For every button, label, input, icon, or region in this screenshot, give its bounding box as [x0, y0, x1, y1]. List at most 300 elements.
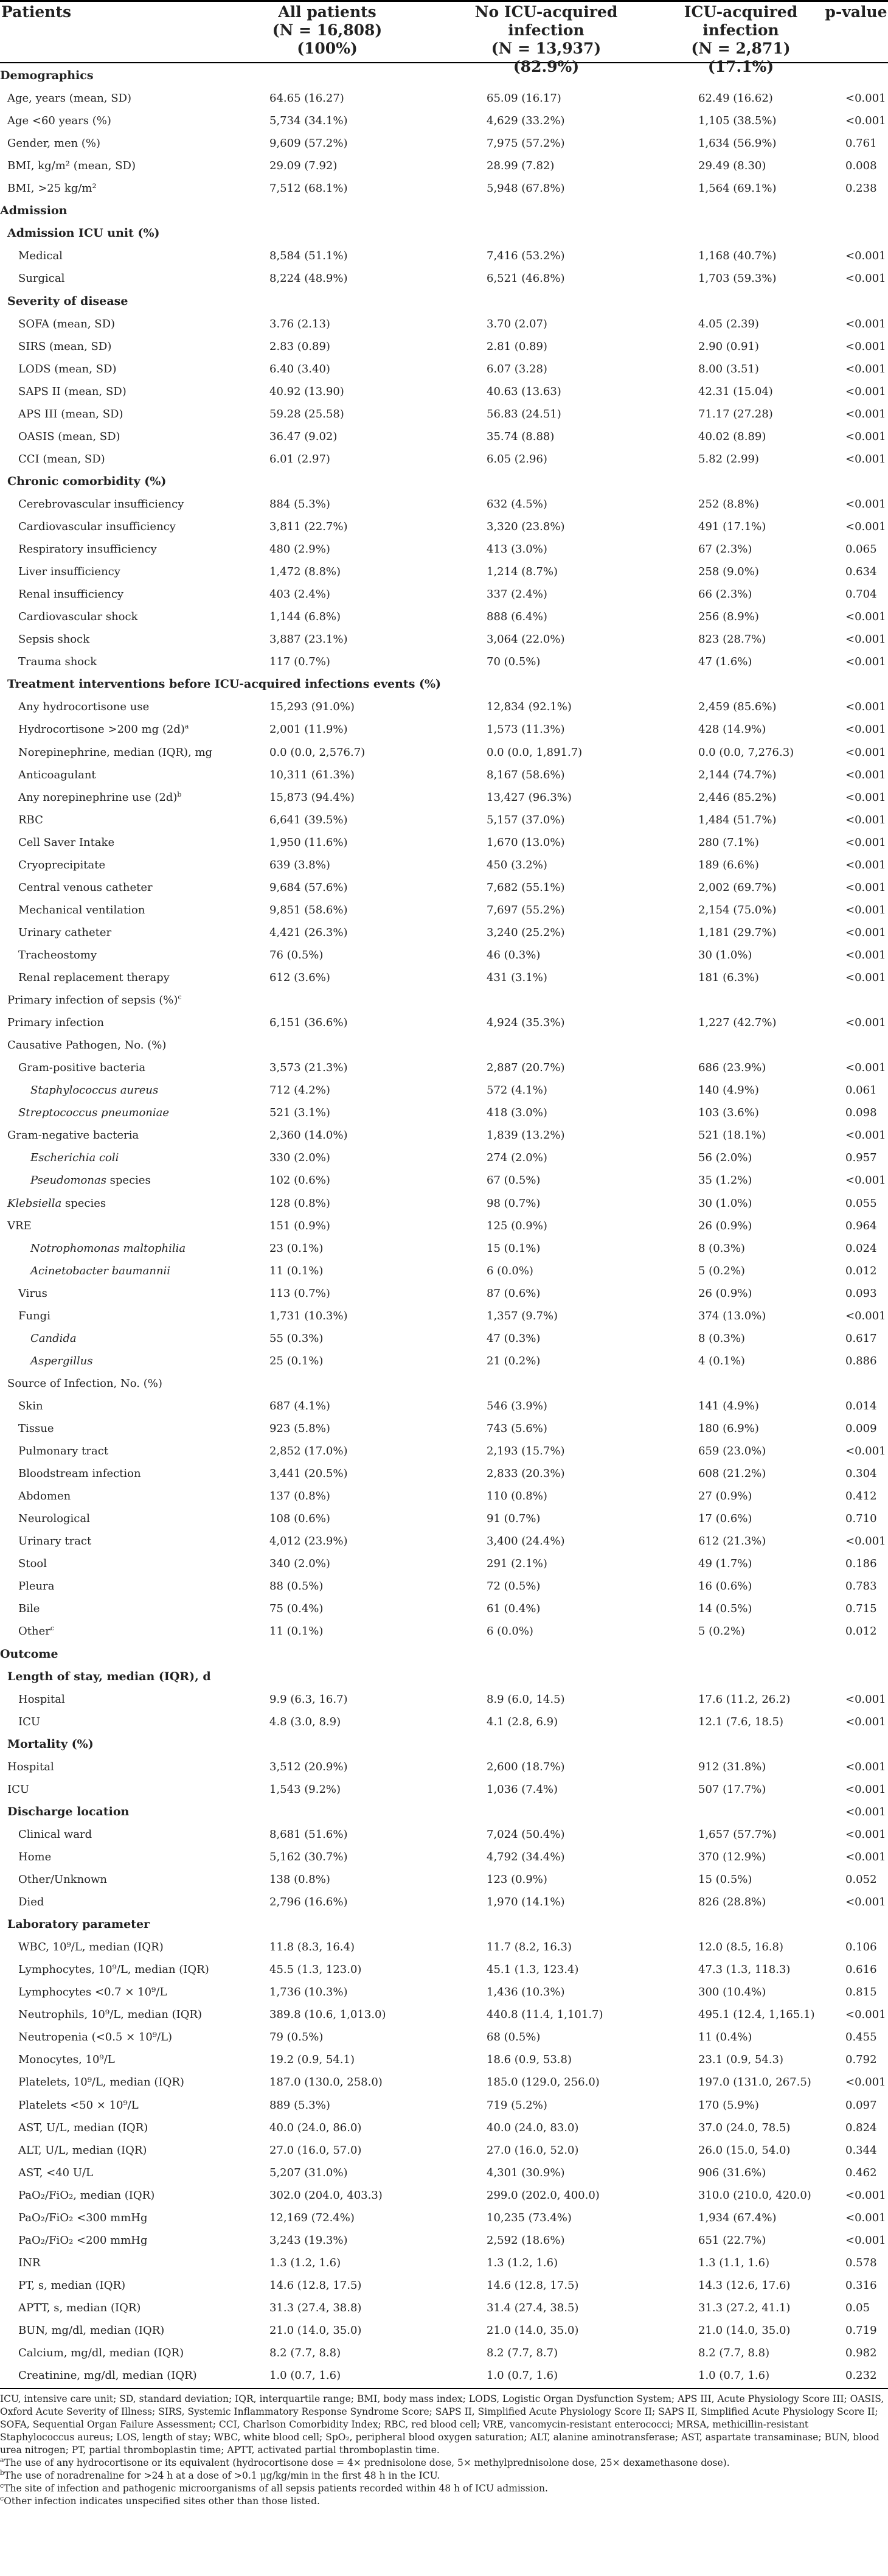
- cell-infection: 42.31 (15.04): [698, 385, 773, 398]
- table-header: [0, 0, 888, 75]
- cell-no-infection: 40.63 (13.63): [487, 385, 561, 398]
- row-label: [18, 1485, 71, 1507]
- row-label: [18, 651, 97, 673]
- row-label: [7, 222, 160, 245]
- row-label-text: Hydrocortisone >200 mg (2d): [18, 723, 185, 736]
- cell-infection: 30 (1.0%): [698, 1196, 752, 1210]
- cell-p-value: <0.001: [845, 813, 886, 826]
- cell-all: 2,360 (14.0%): [269, 1129, 348, 1142]
- header-inf-pct: (17.1%): [707, 58, 774, 75]
- row-label: [18, 2003, 202, 2026]
- cell-all: 1,543 (9.2%): [269, 1782, 341, 1796]
- table-row: [0, 1440, 888, 1462]
- cell-infection: 2,154 (75.0%): [698, 903, 777, 916]
- footnote-mark: c: [178, 993, 182, 1002]
- table-row: [0, 1620, 888, 1642]
- row-label: [0, 65, 94, 87]
- row-label-text: Notrophomonas maltophilia: [30, 1241, 186, 1255]
- row-label: [7, 177, 97, 200]
- cell-all: 884 (5.3%): [269, 497, 330, 511]
- row-label-text: Other: [18, 1625, 50, 1638]
- row-label: [18, 358, 117, 380]
- table-row: [0, 313, 888, 335]
- table-row: [0, 2026, 888, 2048]
- cell-no-infection: 5,948 (67.8%): [487, 182, 565, 195]
- cell-infection: 26.0 (15.0, 54.0): [698, 2143, 791, 2157]
- cell-p-value: <0.001: [845, 2211, 886, 2224]
- row-label-text: Age <60 years (%): [7, 114, 111, 128]
- row-label-text: Bloodstream infection: [18, 1467, 141, 1481]
- cell-infection: 1,227 (42.7%): [698, 1016, 777, 1030]
- row-label-text: AST, <40 U/L: [18, 2166, 94, 2179]
- cell-infection: 31.3 (27.2, 41.1): [698, 2301, 791, 2314]
- row-label-text: Renal replacement therapy: [18, 971, 170, 984]
- row-label-text: AST, U/L, median (IQR): [18, 2121, 148, 2134]
- cell-all: 23 (0.1%): [269, 1241, 324, 1255]
- cell-p-value: <0.001: [845, 768, 886, 781]
- row-label: [18, 2094, 139, 2117]
- row-label-text: Admission: [0, 204, 68, 218]
- cell-p-value: 0.617: [845, 1332, 877, 1345]
- row-label: [18, 560, 120, 583]
- table-row: [0, 1597, 888, 1620]
- table-row: [0, 1485, 888, 1507]
- cell-all: 14.6 (12.8, 17.5): [269, 2278, 362, 2292]
- row-label-suffix: species: [61, 1196, 106, 1210]
- cell-no-infection: 11.7 (8.2, 16.3): [487, 1941, 572, 1954]
- table-row: [0, 899, 888, 921]
- row-label-text: Outcome: [0, 1647, 58, 1661]
- row-label: [18, 448, 105, 470]
- cell-no-infection: 72 (0.5%): [487, 1580, 541, 1593]
- row-label: [7, 132, 100, 155]
- cell-all: 128 (0.8%): [269, 1196, 330, 1210]
- cell-all: 11.8 (8.3, 16.4): [269, 1941, 355, 1954]
- header-all-n: (N = 16,808): [272, 21, 383, 39]
- cell-infection: 197.0 (131.0, 267.5): [698, 2076, 811, 2089]
- cell-no-infection: 1,036 (7.4%): [487, 1782, 558, 1796]
- footnote-c: [0, 2482, 886, 2495]
- cell-p-value: 0.982: [845, 2347, 877, 2360]
- cell-infection: 612 (21.3%): [698, 1535, 766, 1548]
- cell-infection: 140 (4.9%): [698, 1084, 759, 1097]
- cell-infection: 27 (0.9%): [698, 1490, 752, 1503]
- cell-p-value: 0.232: [845, 2369, 877, 2382]
- cell-infection: 71.17 (27.28): [698, 407, 773, 421]
- table-row: [0, 696, 888, 718]
- cell-no-infection: 2,193 (15.7%): [487, 1445, 565, 1458]
- cell-all: 27.0 (16.0, 57.0): [269, 2143, 362, 2157]
- cell-no-infection: 3,240 (25.2%): [487, 926, 565, 939]
- table-row: [0, 1823, 888, 1846]
- cell-all: 29.09 (7.92): [269, 159, 338, 173]
- cell-p-value: 0.304: [845, 1467, 877, 1481]
- table-row: [0, 2364, 888, 2387]
- cell-all: 40.92 (13.90): [269, 385, 344, 398]
- row-label-text: Surgical: [18, 272, 65, 285]
- table-row: [0, 1395, 888, 1417]
- table-row: [0, 2184, 888, 2207]
- row-label: [7, 155, 136, 177]
- table-row: [0, 132, 888, 155]
- row-label-text: Stool: [18, 1557, 47, 1571]
- row-label-text: ICU: [18, 1715, 41, 1728]
- row-label: [18, 2274, 125, 2297]
- row-label-text: Length of stay, median (IQR), d: [7, 1669, 211, 1683]
- cell-infection: 37.0 (24.0, 78.5): [698, 2121, 791, 2134]
- row-label-text: PaO₂/FiO₂, median (IQR): [18, 2188, 155, 2202]
- cell-infection: 1,181 (29.7%): [698, 926, 777, 939]
- row-label: [7, 1913, 150, 1936]
- cell-p-value: <0.001: [845, 1129, 886, 1142]
- row-label: [18, 2364, 197, 2387]
- row-label-text: Neutropenia (<0.5 × 10⁹/L): [18, 2031, 173, 2044]
- cell-p-value: 0.106: [845, 1941, 877, 1954]
- cell-no-infection: 56.83 (24.51): [487, 407, 561, 421]
- cell-infection: 21.0 (14.0, 35.0): [698, 2324, 791, 2337]
- cell-p-value: <0.001: [845, 520, 886, 533]
- cell-p-value: <0.001: [845, 1445, 886, 1458]
- row-label: [18, 1981, 167, 2003]
- cell-no-infection: 413 (3.0%): [487, 543, 547, 556]
- section-heading: [0, 65, 888, 87]
- table-row: [0, 1192, 888, 1215]
- row-label-text: Norepinephrine, median (IQR), mg: [18, 745, 213, 759]
- cell-p-value: 0.065: [845, 543, 877, 556]
- row-label-text: Sepsis shock: [18, 633, 90, 646]
- cell-infection: 1.3 (1.1, 1.6): [698, 2256, 770, 2269]
- row-label: [18, 831, 114, 854]
- row-label: [7, 110, 111, 132]
- cell-all: 403 (2.4%): [269, 588, 330, 601]
- row-label: [7, 470, 166, 493]
- cell-all: 4.8 (3.0, 8.9): [269, 1715, 341, 1728]
- cell-p-value: <0.001: [845, 317, 886, 330]
- cell-p-value: 0.344: [845, 2143, 877, 2157]
- cell-infection: 686 (23.9%): [698, 1061, 766, 1075]
- row-label: [18, 2252, 40, 2274]
- cell-p-value: <0.001: [845, 250, 886, 263]
- row-label-text: Home: [18, 1850, 52, 1863]
- cell-p-value: 0.098: [845, 1106, 877, 1120]
- row-label: [18, 2139, 147, 2162]
- table-row: [0, 854, 888, 876]
- row-label: [18, 335, 111, 358]
- table-row: [0, 628, 888, 651]
- cell-p-value: <0.001: [845, 1850, 886, 1863]
- cell-no-infection: 28.99 (7.82): [487, 159, 555, 173]
- cell-no-infection: 98 (0.7%): [487, 1196, 541, 1210]
- cell-no-infection: 337 (2.4%): [487, 588, 547, 601]
- row-label-text: Klebsiella: [7, 1196, 62, 1210]
- row-label-text: Virus: [18, 1286, 47, 1300]
- cell-infection: 1,484 (51.7%): [698, 813, 777, 826]
- footnote-d: [0, 2495, 886, 2508]
- cell-infection: 8.2 (7.7, 8.8): [698, 2347, 770, 2360]
- cell-no-infection: 7,682 (55.1%): [487, 881, 565, 894]
- cell-p-value: 0.704: [845, 588, 877, 601]
- row-label: [18, 1552, 47, 1575]
- cell-infection: 8 (0.3%): [698, 1241, 745, 1255]
- footnote-abbreviations: ICU, intensive care unit; SD, standard deviation; IQR, interquartile range; BMI, body mass index; LODS, Logistic Organ Dysfunction System; APS III, Acute Physiology Score III; OASIS, Oxford Acute Severity of Illness; SIRS, Systemic Inflammatory Response Syndrome Score; SAPS II, Simplified Acute Physiology Score II; SAPS II, Simplified Acute Physiology Score II; SOFA, Sequential Organ Failure Assessment; CCI, Charlson Comorbidity Index; RBC, red blood cell; VRE, vancomycin-resistant enterococci; MRSA, methicillin-resistant Staphylococcus aureus; LOS, length of stay; WBC, white blood cell; SpO₂, peripheral blood oxygen saturation; ALT, alanine aminotransferase; AST, aspartate transaminase; BUN, blood urea nitrogen; PT, partial thromboplastin time; APTT, activated partial thromboplastin time.: [0, 2393, 884, 2456]
- row-label-text: Abdomen: [18, 1490, 71, 1503]
- cell-no-infection: 6 (0.0%): [487, 1264, 533, 1277]
- cell-p-value: 0.710: [845, 1512, 877, 1526]
- cell-no-infection: 3,064 (22.0%): [487, 633, 565, 646]
- cell-p-value: <0.001: [845, 881, 886, 894]
- cell-all: 8,224 (48.9%): [269, 272, 348, 285]
- cell-no-infection: 91 (0.7%): [487, 1512, 541, 1526]
- row-label-text: Cryoprecipitate: [18, 858, 106, 871]
- row-label-text: Mortality (%): [7, 1737, 94, 1751]
- cell-no-infection: 18.6 (0.9, 53.8): [487, 2053, 572, 2067]
- row-label-text: Died: [18, 1896, 44, 1909]
- row-label-text: APTT, s, median (IQR): [18, 2301, 141, 2314]
- row-label-text: SAPS II (mean, SD): [18, 385, 127, 398]
- row-label-text: Lymphocytes, 10⁹/L, median (IQR): [18, 1963, 209, 1977]
- cell-infection: 66 (2.3%): [698, 588, 752, 601]
- row-label-text: Pulmonary tract: [18, 1445, 109, 1458]
- cell-all: 9,684 (57.6%): [269, 881, 348, 894]
- row-label-text: Hospital: [7, 1760, 54, 1773]
- cell-p-value: 0.412: [845, 1490, 877, 1503]
- row-label: [18, 786, 181, 809]
- row-label: [18, 764, 96, 786]
- row-label: [18, 1530, 91, 1552]
- row-label-text: Gram-positive bacteria: [18, 1061, 146, 1075]
- row-label: [18, 1440, 108, 1462]
- table-row: [0, 651, 888, 673]
- cell-all: 5,734 (34.1%): [269, 114, 348, 128]
- cell-no-infection: 6 (0.0%): [487, 1625, 533, 1638]
- cell-all: 187.0 (130.0, 258.0): [269, 2076, 383, 2089]
- row-label: [7, 1666, 211, 1688]
- row-label-text: Gram-negative bacteria: [7, 1129, 139, 1142]
- cell-p-value: <0.001: [845, 858, 886, 871]
- table-row: [0, 267, 888, 290]
- row-label: [7, 1733, 94, 1756]
- cell-infection: 62.49 (16.62): [698, 92, 773, 105]
- table-row: [0, 1868, 888, 1891]
- cell-infection: 1.0 (0.7, 1.6): [698, 2369, 770, 2382]
- table-row: [0, 1891, 888, 1913]
- row-label-text: Candida: [30, 1332, 77, 1345]
- section-heading: [0, 1666, 888, 1688]
- cell-infection: 2,002 (69.7%): [698, 881, 777, 894]
- row-label: [18, 899, 145, 921]
- row-label: [18, 2319, 164, 2342]
- cell-all: 6,641 (39.5%): [269, 813, 348, 826]
- cell-p-value: 0.009: [845, 1422, 877, 1435]
- cell-all: 8,681 (51.6%): [269, 1827, 348, 1841]
- cell-all: 64.65 (16.27): [269, 92, 344, 105]
- cell-all: 3,243 (19.3%): [269, 2233, 348, 2247]
- cell-infection: 651 (22.7%): [698, 2233, 766, 2247]
- cell-infection: 12.1 (7.6, 18.5): [698, 1715, 783, 1728]
- cell-no-infection: 1.3 (1.2, 1.6): [487, 2256, 558, 2269]
- table-row: [0, 1056, 888, 1079]
- cell-all: 45.5 (1.3, 123.0): [269, 1963, 362, 1977]
- row-label: [18, 1846, 51, 1868]
- cell-p-value: <0.001: [845, 452, 886, 466]
- cell-infection: 258 (9.0%): [698, 565, 759, 579]
- row-label: [18, 741, 212, 764]
- row-label: [18, 718, 189, 741]
- cell-no-infection: 1,357 (9.7%): [487, 1309, 558, 1322]
- row-label: [18, 2117, 148, 2139]
- cell-all: 889 (5.3%): [269, 2098, 330, 2112]
- cell-infection: 300 (10.4%): [698, 1986, 766, 1999]
- row-label: [18, 1056, 145, 1079]
- cell-no-infection: 3,400 (24.4%): [487, 1535, 565, 1548]
- row-label: [18, 1395, 43, 1417]
- cell-all: 0.0 (0.0, 2,576.7): [269, 745, 366, 759]
- cell-p-value: 0.824: [845, 2121, 877, 2134]
- row-label: [18, 313, 115, 335]
- cell-p-value: 0.097: [845, 2098, 877, 2112]
- row-label-text: Causative Pathogen, No. (%): [7, 1039, 167, 1052]
- row-label: [7, 1011, 104, 1034]
- row-label-text: Gender, men (%): [7, 137, 101, 150]
- table-row: [0, 538, 888, 560]
- cell-no-infection: 6.07 (3.28): [487, 362, 547, 375]
- table-row: [0, 1417, 888, 1440]
- table-row: [0, 1507, 888, 1530]
- cell-p-value: 0.455: [845, 2031, 877, 2044]
- row-label-text: Treatment interventions before ICU-acquired infections events (%): [7, 677, 442, 691]
- row-label: [18, 1891, 44, 1913]
- table-row: [0, 110, 888, 132]
- row-label: [7, 290, 128, 313]
- row-label: [18, 1711, 40, 1733]
- cell-all: 5,207 (31.0%): [269, 2166, 348, 2179]
- table-row: [0, 380, 888, 403]
- row-label-text: Age, years (mean, SD): [7, 92, 132, 105]
- table-row: [0, 1260, 888, 1282]
- row-label: [18, 425, 120, 448]
- footnotes: [0, 2393, 886, 2508]
- cell-no-infection: 7,024 (50.4%): [487, 1827, 565, 1841]
- cell-p-value: 0.012: [845, 1625, 877, 1638]
- row-label: [18, 2342, 184, 2364]
- header-all-pct: (100%): [297, 40, 358, 57]
- table-row: [0, 1079, 888, 1101]
- cell-p-value: 0.719: [845, 2324, 877, 2337]
- row-label: [30, 1260, 170, 1282]
- table-row: [0, 764, 888, 786]
- row-label: [7, 989, 182, 1011]
- cell-no-infection: 110 (0.8%): [487, 1490, 547, 1503]
- section-heading: [0, 1733, 888, 1756]
- row-label: [18, 2071, 184, 2093]
- row-label: [18, 2297, 140, 2319]
- table-row: [0, 2094, 888, 2117]
- cell-infection: 67 (2.3%): [698, 543, 752, 556]
- cell-all: 8.2 (7.7, 8.8): [269, 2347, 341, 2360]
- table-row: [0, 1981, 888, 2003]
- row-label: [18, 2229, 148, 2252]
- row-label: [18, 380, 127, 403]
- cell-all: 1.0 (0.7, 1.6): [269, 2369, 341, 2382]
- header-patients: Patients: [1, 3, 72, 21]
- cell-all: 7,512 (68.1%): [269, 182, 348, 195]
- row-label: [18, 1958, 209, 1981]
- cell-no-infection: 1,670 (13.0%): [487, 836, 565, 849]
- cell-infection: 26 (0.9%): [698, 1286, 752, 1300]
- table-row: [0, 358, 888, 380]
- cell-all: 1,731 (10.3%): [269, 1309, 348, 1322]
- cell-p-value: 0.061: [845, 1084, 877, 1097]
- cell-all: 11 (0.1%): [269, 1264, 324, 1277]
- table-row: [0, 944, 888, 966]
- table-row: [0, 2274, 888, 2297]
- row-label: [0, 1643, 58, 1666]
- cell-infection: 181 (6.3%): [698, 971, 759, 984]
- cell-infection: 47.3 (1.3, 118.3): [698, 1963, 791, 1977]
- row-label-text: Any norepinephrine use (2d): [18, 791, 178, 804]
- table-row: [0, 1958, 888, 1981]
- footnote-d-text: Other infection indicates unspecified sites other than those listed.: [4, 2496, 320, 2507]
- row-label: [18, 267, 64, 290]
- cell-all: 12,169 (72.4%): [269, 2211, 355, 2224]
- cell-all: 2,001 (11.9%): [269, 723, 348, 736]
- cell-all: 1.3 (1.2, 1.6): [269, 2256, 341, 2269]
- cell-infection: 40.02 (8.89): [698, 430, 766, 443]
- table-row: [0, 1372, 888, 1395]
- table-row: [0, 448, 888, 470]
- row-label: [18, 1101, 169, 1124]
- cell-all: 138 (0.8%): [269, 1873, 330, 1886]
- row-label-text: Central venous catheter: [18, 881, 153, 894]
- row-label-text: Streptococcus pneumoniae: [18, 1106, 170, 1120]
- cell-p-value: 0.008: [845, 159, 877, 173]
- cell-p-value: 0.462: [845, 2166, 877, 2179]
- cell-p-value: <0.001: [845, 1760, 886, 1773]
- cell-p-value: <0.001: [845, 340, 886, 353]
- cell-p-value: 0.186: [845, 1557, 877, 1571]
- cell-p-value: 0.014: [845, 1399, 877, 1412]
- row-label-text: CCI (mean, SD): [18, 452, 105, 466]
- footnote-c-text: The site of infection and pathogenic microorganisms of all sepsis patients recorded within 48 h of ICU admission.: [4, 2483, 548, 2494]
- cell-infection: 1,634 (56.9%): [698, 137, 777, 150]
- cell-p-value: 0.964: [845, 1219, 877, 1232]
- section-heading: [0, 470, 888, 493]
- cell-p-value: <0.001: [845, 2188, 886, 2202]
- row-label-text: Laboratory parameter: [7, 1918, 150, 1932]
- section-heading: [0, 1643, 888, 1666]
- row-label: [18, 493, 184, 515]
- cell-all: 59.28 (25.58): [269, 407, 344, 421]
- cell-no-infection: 4,301 (30.9%): [487, 2166, 565, 2179]
- cell-infection: 11 (0.4%): [698, 2031, 752, 2044]
- cell-no-infection: 27.0 (16.0, 52.0): [487, 2143, 579, 2157]
- cell-p-value: <0.001: [845, 1309, 886, 1322]
- cell-all: 340 (2.0%): [269, 1557, 330, 1571]
- cell-all: 4,012 (23.9%): [269, 1535, 348, 1548]
- row-label: [18, 2048, 115, 2071]
- row-label-text: OASIS (mean, SD): [18, 430, 120, 443]
- cell-p-value: <0.001: [845, 2076, 886, 2089]
- cell-p-value: <0.001: [845, 1782, 886, 1796]
- table-row: [0, 1034, 888, 1056]
- cell-no-infection: 70 (0.5%): [487, 655, 541, 669]
- header-all-patients: [248, 3, 406, 58]
- cell-all: 2,796 (16.6%): [269, 1896, 348, 1909]
- row-label-text: INR: [18, 2256, 41, 2269]
- row-label-text: Urinary tract: [18, 1535, 92, 1548]
- cell-all: 11 (0.1%): [269, 1625, 324, 1638]
- row-label: [18, 1462, 141, 1485]
